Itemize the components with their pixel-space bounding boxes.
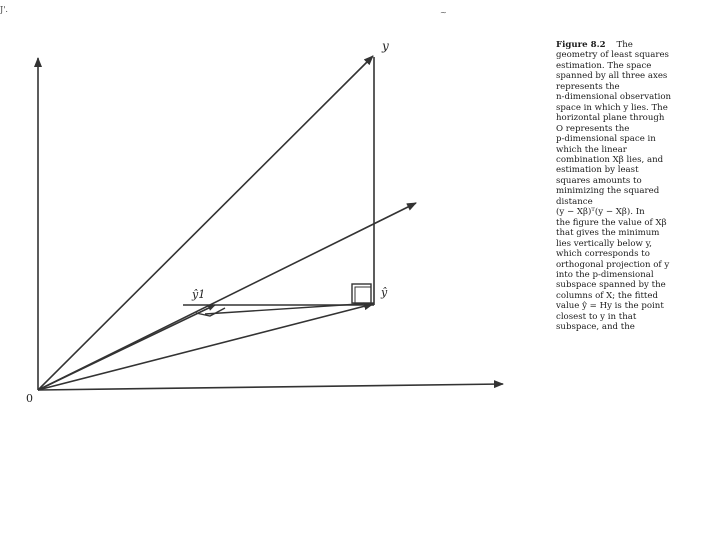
caption-line: closest to y in that: [556, 311, 637, 322]
caption-first-line-rest: The: [616, 40, 633, 50]
scan-artifact-tilde: ~: [440, 8, 447, 17]
caption-line: subspace, and the: [556, 322, 635, 333]
vector-y: [38, 56, 373, 390]
caption-line: which the linear: [556, 144, 627, 155]
caption-line: (y − Xβ)ᵀ(y − Xβ). In: [556, 207, 645, 218]
label-y1-hat: ŷ1: [192, 288, 206, 301]
caption-line: that gives the minimum: [556, 228, 660, 239]
caption-line: subspace spanned by the: [556, 280, 666, 291]
caption-line: into the p-dimensional: [556, 269, 654, 280]
caption-line: horizontal plane through: [556, 113, 665, 124]
caption-line: value ŷ = Hy is the point: [556, 301, 664, 312]
label-origin: 0: [26, 392, 33, 405]
label-y: y: [382, 39, 389, 53]
caption-line: minimizing the squared: [556, 186, 660, 197]
caption-line: represents the: [556, 81, 620, 92]
caption-line: which corresponds to: [556, 249, 650, 260]
caption-line: estimation by least: [556, 165, 639, 176]
caption-line: columns of X; the fitted: [556, 290, 658, 301]
caption-line: estimation. The space: [556, 60, 652, 71]
caption-figure-label: Figure 8.2: [556, 40, 606, 50]
caption-body: [556, 50, 686, 332]
caption-line: the figure the value of Xβ: [556, 217, 667, 228]
horizontal-axis: [38, 384, 503, 390]
caption-line: distance: [556, 196, 593, 207]
scan-artifact-mark: J'.: [0, 5, 8, 14]
caption-line: spanned by all three axes: [556, 71, 668, 82]
caption-line: lies vertically below y,: [556, 238, 653, 249]
vector-y1-hat: [38, 305, 215, 390]
figure-caption: [556, 40, 686, 333]
label-y-hat: ŷ: [381, 286, 388, 299]
caption-line: n-dimensional observation: [556, 92, 672, 103]
caption-line: p-dimensional space in: [556, 134, 656, 145]
vector-y-hat: [38, 304, 373, 390]
caption-first-line: [556, 40, 686, 50]
caption-line: combination Xβ lies, and: [556, 154, 664, 165]
caption-line: geometry of least squares: [556, 50, 669, 61]
caption-line: space in which y lies. The: [556, 102, 668, 113]
caption-line: squares amounts to: [556, 175, 642, 186]
caption-line: orthogonal projection of y: [556, 259, 670, 270]
right-angle-marker-y-hat-inner: [355, 287, 371, 303]
caption-line: O represents the: [556, 123, 630, 134]
